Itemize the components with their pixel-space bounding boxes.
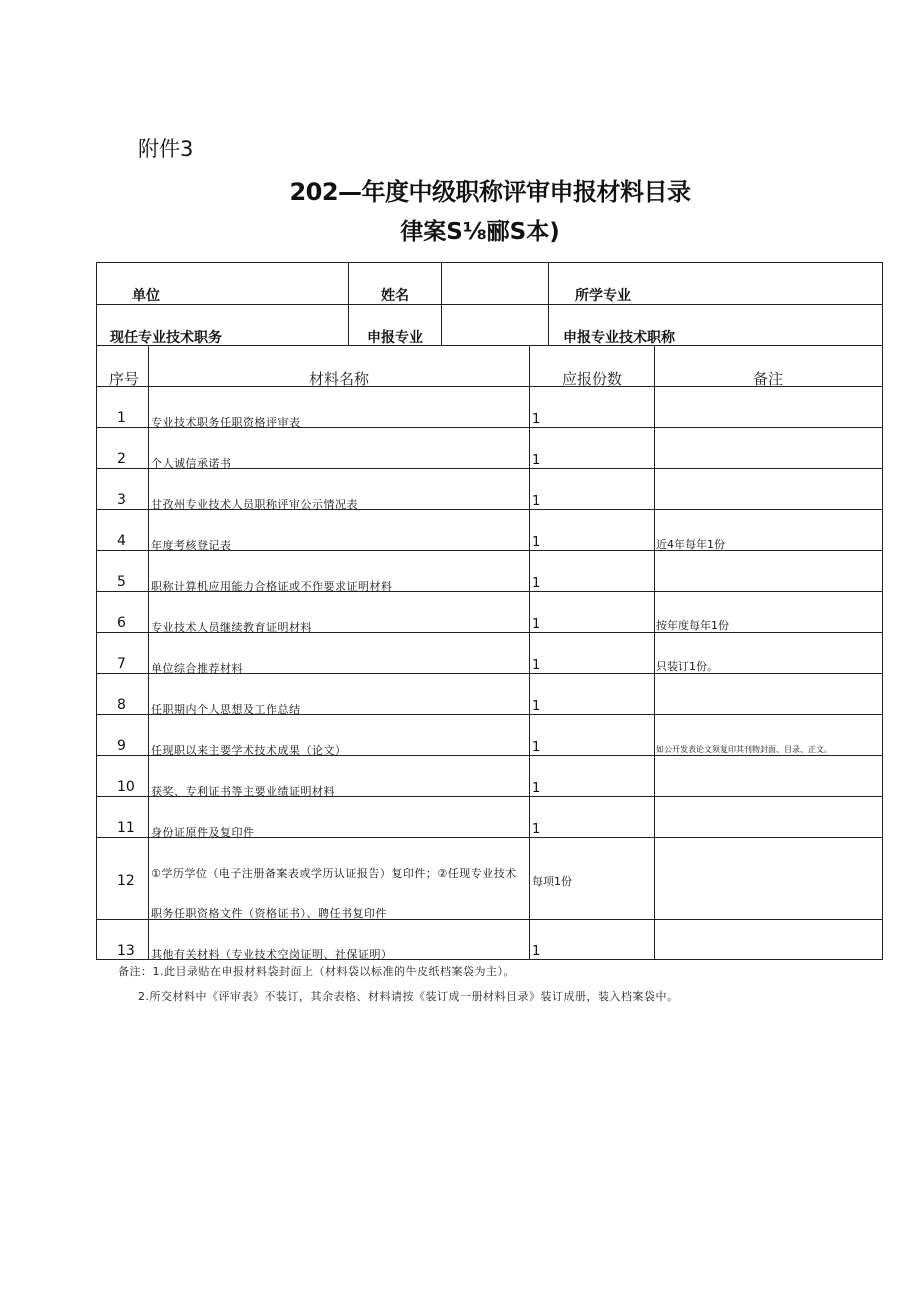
header-name: 材料名称 xyxy=(309,370,370,388)
table-row-remark: 近4年每年1份 xyxy=(656,538,725,551)
position-label: 现任专业技术职务 xyxy=(110,330,222,346)
table-row-seq: 7 xyxy=(117,656,126,672)
table-row-remark: 按年度每年1份 xyxy=(656,619,729,632)
table-row-seq: 9 xyxy=(117,738,126,754)
table-row-qty: 1 xyxy=(532,576,541,591)
table-row-qty: 1 xyxy=(532,699,541,714)
table-row-qty: 1 xyxy=(532,535,541,550)
table-row-seq: 5 xyxy=(117,574,126,590)
table-row-seq: 11 xyxy=(117,820,135,836)
table-row-qty: 1 xyxy=(532,617,541,632)
note-line-1: 备注：1.此目录贴在申报材料袋封面上（材料袋以标准的牛皮纸档案袋为主）。 xyxy=(118,965,515,978)
table-row-qty: 1 xyxy=(532,822,541,837)
table-row-qty: 每项1份 xyxy=(532,875,572,888)
header-qty: 应报份数 xyxy=(562,370,623,388)
table-row-name: 职称计算机应用能力合格证或不作要求证明材料 xyxy=(151,580,393,593)
table-row-seq: 8 xyxy=(117,697,126,713)
apply-title-label: 申报专业技术职称 xyxy=(563,330,675,346)
table-row-seq: 12 xyxy=(117,873,135,889)
table-row-seq: 1 xyxy=(117,410,126,426)
table-row-qty: 1 xyxy=(532,740,541,755)
apply-major-label: 申报专业 xyxy=(367,330,423,346)
attachment-label: 附件3 xyxy=(138,137,194,161)
table-row-remark: 只装订1份。 xyxy=(656,660,718,673)
table-row-name: 其他有关材料（专业技术空岗证明、社保证明） xyxy=(151,948,393,961)
table-row-qty: 1 xyxy=(532,658,541,673)
note-line-2: 2.所交材料中《评审表》不装订，其余表格、材料请按《装订成一册材料目录》装订成册，装入档案袋中。 xyxy=(138,990,679,1003)
table-row-name: ①学历学位（电子注册备案表或学历认证报告）复印件；②任现专业技术 xyxy=(151,867,517,880)
table-row-name: 个人诚信承诺书 xyxy=(151,457,232,470)
header-remark: 备注 xyxy=(753,370,784,388)
table-row-name-line2: 职务任职资格文件（资格证书）、聘任书复印件 xyxy=(151,907,387,920)
unit-label: 单位 xyxy=(132,288,160,304)
header-seq: 序号 xyxy=(109,370,140,388)
table-row-seq: 13 xyxy=(117,943,135,959)
table-row-qty: 1 xyxy=(532,781,541,796)
table-row-remark: 如公开发表论文须复印其刊物封面、目录、正文。 xyxy=(656,745,832,754)
table-row-name: 任现职以来主要学术技术成果（论文） xyxy=(151,744,347,757)
table-row-seq: 3 xyxy=(117,492,126,508)
table-row-seq: 4 xyxy=(117,533,126,549)
document-subtitle: 律案S⅛郦S本) xyxy=(400,219,560,245)
table-row-name: 甘孜州专业技术人员职称评审公示情况表 xyxy=(151,498,358,511)
material-table xyxy=(96,262,883,960)
table-row-name: 专业技术人员继续教育证明材料 xyxy=(151,621,312,634)
table-row-seq: 10 xyxy=(117,779,135,795)
table-row-qty: 1 xyxy=(532,412,541,427)
table-row-qty: 1 xyxy=(532,944,541,959)
major-label: 所学专业 xyxy=(575,288,631,304)
name-label: 姓名 xyxy=(381,288,409,304)
table-row-name: 获奖、专利证书等主要业绩证明材料 xyxy=(151,785,335,798)
table-row-name: 专业技术职务任职资格评审表 xyxy=(151,416,301,429)
table-row-qty: 1 xyxy=(532,453,541,468)
table-row-seq: 2 xyxy=(117,451,126,467)
table-row-qty: 1 xyxy=(532,494,541,509)
table-row-seq: 6 xyxy=(117,615,126,631)
table-row-name: 身份证原件及复印件 xyxy=(151,826,255,839)
table-row-name: 年度考核登记表 xyxy=(151,539,232,552)
table-row-name: 单位综合推荐材料 xyxy=(151,662,243,675)
table-row-name: 任职期内个人思想及工作总结 xyxy=(151,703,301,716)
document-title: 202—年度中级职称评审申报材料目录 xyxy=(289,178,691,206)
